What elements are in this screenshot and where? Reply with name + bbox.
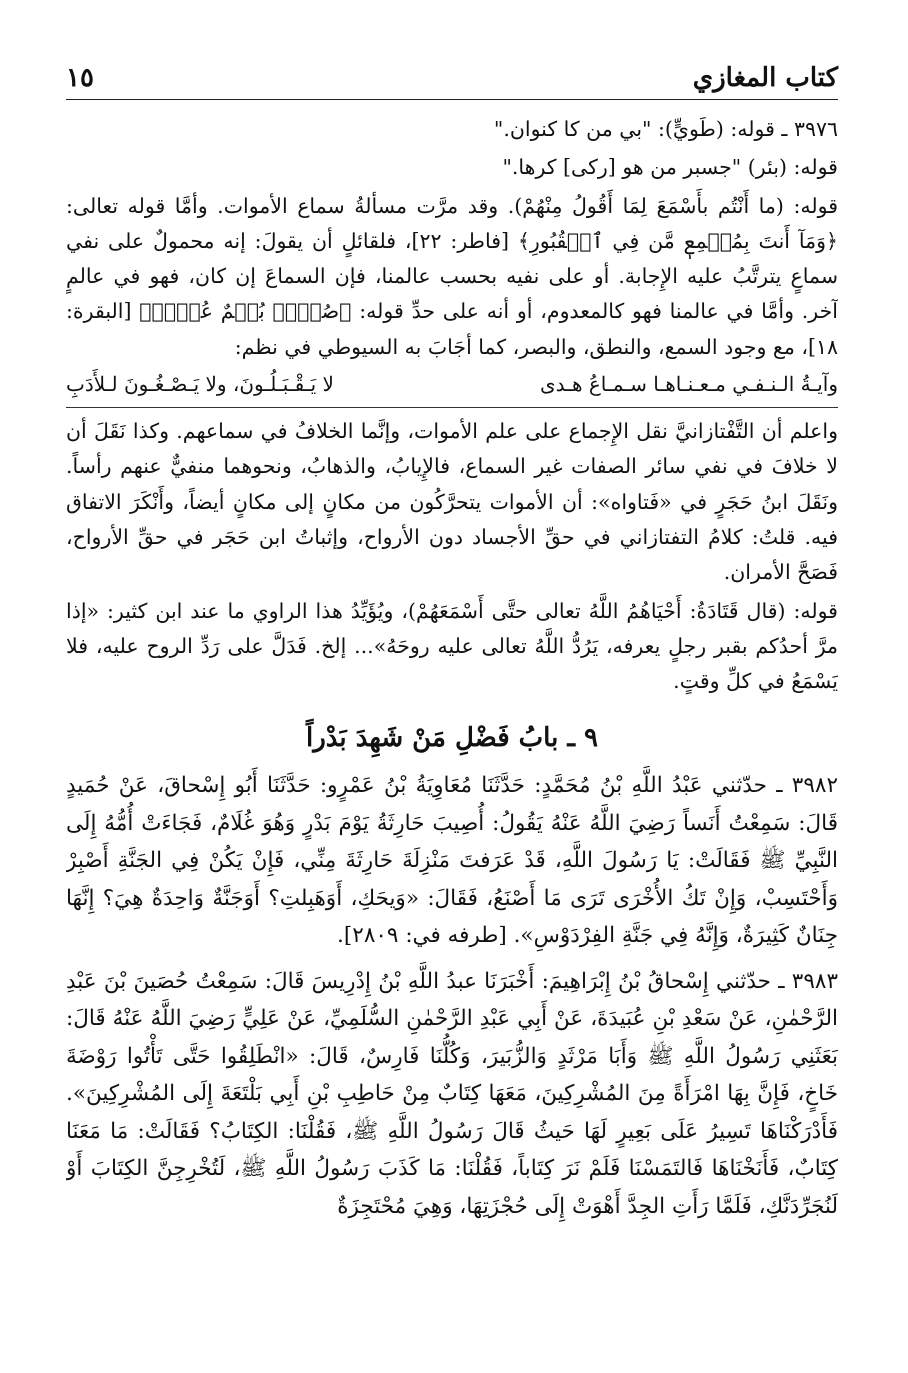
page-header [66,56,838,100]
commentary-paragraph: قوله: (قال قَتَادَةُ: أَحْيَاهُمُ اللَّهُ تعالى حتَّى أَسْمَعَهُمْ)، ويُؤَيِّدُ هذا الراوي ما عند ابن كثير: «إذا مرَّ أحدُكم بقبر رجلٍ يعرفه، يَرُدُّ اللَّهُ تعالى عليه روحَهُ»... إلخ. فَدَلَّ على رَدِّ الروح عليه، فلا يَسْمَعُ في كلِّ وقتٍ. [66,598,838,694]
commentary-paragraph: ٣٩٧٦ ـ قوله: (طَويٍّ): "بي من كا كنوان." [493,117,838,141]
commentary-paragraph: واعلم أن التَّفْتازانيَّ نقل الإِجماع على علم الأموات، وإنَّما الخلافُ في سماعهم. وكذا نَقَلَ أن لا خلافَ في نفي سائر الصفات غير السماع، فالإِيابُ، والذهابُ، ونحوهما منفيٌّ عنهم رأساً. ونَقَلَ ابنُ حَجَرٍ في «فَتاواه»: أن الأموات يتحرَّكُون من مكانٍ إلى مكانٍ أيضاً، وأَنْكَرَ الاتفاق فيه. قلتُ: كلامُ التفتازاني في حقِّ الأجساد دون الأرواح، وإثباتُ ابن حَجَر في حقِّ الأرواح، فَصَحَّ الأمران. [66,419,838,585]
running-title: كتاب المغازي [692,63,838,93]
verse-right-hemistich: وآيـةُ الـنـفـي مـعـنـاهـا سـمـاعُ هـدى [539,372,838,397]
poem-verse [66,365,838,403]
commentary-paragraph: قوله: (ما أَنْتُم بأَسْمَعَ لِمَا أَقُولُ مِنْهُمْ). وقد مرَّت مسألةُ سماع الأموات. وأمَّا قوله تعالى: ﴿وَمَآ أَنتَ بِمُسۡمِعٖ مَّن فِي ٱلۡقُبُورِ﴾ [فاطر: ٢٢]، فلقائلٍ أن يقولَ: إنه محمولٌ على نفي سماعٍ يترتَّبُ عليه الإِجابة. أو على نفيه بحسب عالمنا، فإن السماعَ إن كان، فهو في عالمٍ آخر. وأمَّا في عالمنا فهو كالمعدوم، أو أنه على حدِّ قوله: ﴿صُمُّۢ بُكۡمٌ عُمۡيٞ﴾ [البقرة: ١٨]، مع وجود السمع، والنطق، والبصر، كما أجَابَ به السيوطي في نظم: [66,193,838,359]
hadith-paragraph: ٣٩٨٢ ـ حدّثني عَبْدُ اللَّهِ بْنُ مُحَمَّدٍ: حَدَّثَنَا مُعَاوِيَةُ بْنُ عَمْرٍو: حَدَّثَنَا أَبُو إِسْحاقَ، عَنْ حُمَيدٍ قَالَ: سَمِعْتُ أَنَساً رَضِيَ اللَّهُ عَنْهُ يَقُولُ: أُصِيبَ حَارِثَةُ يَوْمَ بَدْرٍ وَهُوَ غُلَامٌ، فَجَاءَتْ أُمُّهُ إِلَى النَّبِيِّ ﷺ فَقَالَتْ: يَا رَسُولَ اللَّهِ، قَدْ عَرَفتَ مَنْزِلَةَ حَارِثَةَ مِنِّي، فَإِنْ يَكُنْ فِي الجَنَّةِ أَصْبِرْ وَأَحْتَسِبْ، وَإِنْ تَكُ الأُخْرَى تَرَى مَا أَصْنَعُ، فَقَالَ: «وَيحَكِ، أَوَهَبِلتِ؟ أَوَجَنَّةٌ وَاحِدَةٌ هِيَ؟ إِنَّهَا جِنَانٌ كَثِيرَةٌ، وَإِنَّهُ فِي جَنَّةِ الفِرْدَوْسِ». [طرفه في: ٢٨٠٩]. [66,773,838,949]
page-number: ١٥ [66,63,94,93]
hadith-paragraph: ٣٩٨٣ ـ حدّثني إِسْحاقُ بْنُ إِبْرَاهِيمَ: أَخْبَرَنَا عبدُ اللَّهِ بْنُ إِدْرِيسَ قَالَ: سَمِعْتُ حُصَينَ بْنَ عَبْدِ الرَّحْمٰنِ، عَنْ سَعْدِ بْنِ عُبَيدَةَ، عَنْ أَبِي عَبْدِ الرَّحْمٰنِ السُّلَمِيِّ، عَنْ عَلِيٍّ رَضِيَ اللَّهُ عَنْهُ قَالَ: بَعَثَنِي رَسُولُ اللَّهِ ﷺ وَأَبَا مَرْثَدٍ وَالزُّبَيرَ، وَكُلُّنَا فَارِسٌ، قَالَ: «انْطَلِقُوا حَتَّى تَأْتُوا رَوْضَةَ خَاخٍ، فَإِنَّ بِهَا امْرَأَةً مِنَ المُشْرِكِينَ، مَعَهَا كِتَابٌ مِنْ حَاطِبِ بْنِ أَبِي بَلْتَعَةَ إِلَى المُشْرِكِينَ». فَأَدْرَكْنَاهَا تَسِيرُ عَلَى بَعِيرٍ لَهَا حَيثُ قَالَ رَسُولُ اللَّهِ ﷺ، فَقُلْنَا: الكِتَابُ؟ فَقَالَتْ: مَا مَعَنَا كِتَابٌ، فَأَنَخْنَاهَا فَالتَمَسْنَا فَلَمْ نَرَ كِتَاباً، فَقُلْنَا: مَا كَذَبَ رَسُولُ اللَّهِ ﷺ، لَتُخْرِجِنَّ الكِتَابَ أَوْ لَنُجَرِّدَنَّكِ، فَلَمَّا رَأَتِ الجِدَّ أَهْوَتْ إِلَى حُجْزَتِهَا، وَهِيَ مُحْتَجِزَةٌ [66,968,838,1219]
page-content [66,112,838,1353]
verse-left-hemistich: لا يَـقْـبَـلُـونَ، ولا يَـصْـغُـونَ لـلأَدَبِ [66,372,334,397]
commentary-paragraph: قوله: (بئر) "جسبر من هو [ركى] كرها." [502,155,838,180]
chapter-title: ٩ ـ بابُ فَضْلِ مَنْ شَهِدَ بَدْراً [306,723,598,754]
verse-divider [66,407,838,408]
